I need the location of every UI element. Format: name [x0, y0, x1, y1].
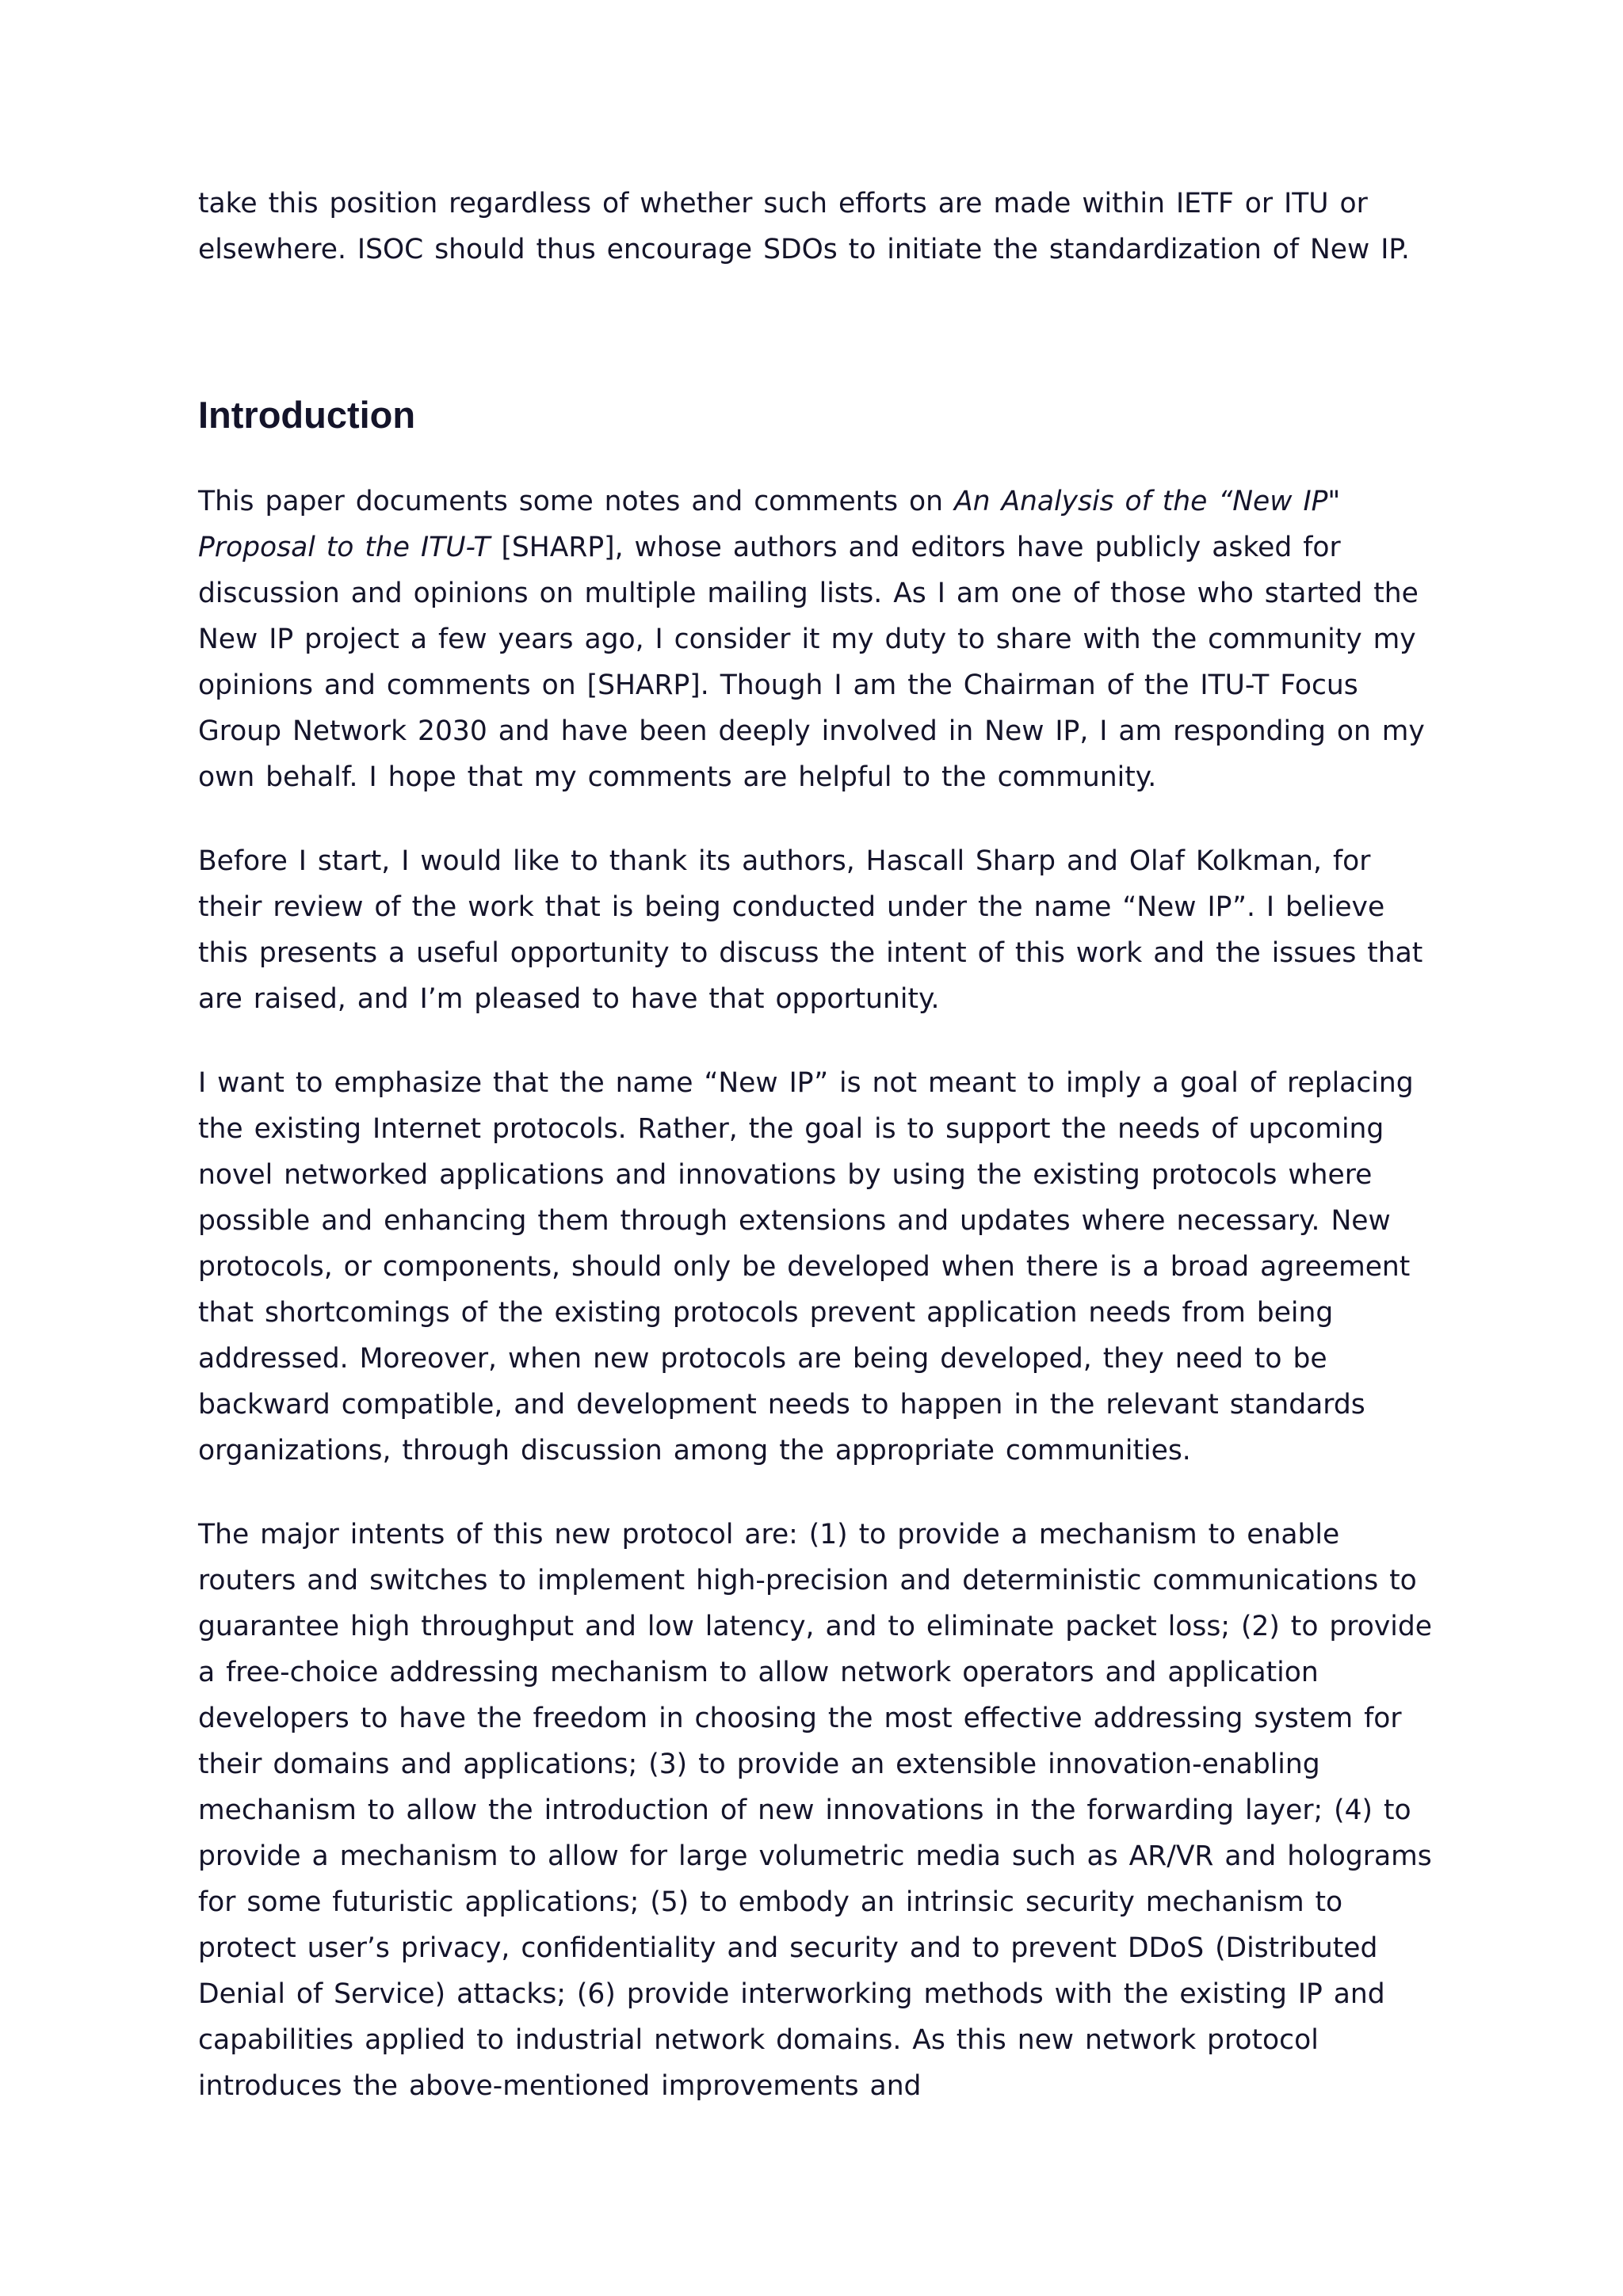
- paragraph-name-clarification: I want to emphasize that the name “New IP” is not meant to imply a goal of replacing the existing Internet protocols. Rather, the goal is to support the needs of upcoming novel networked applications and innovations by using the existing protocols where possible and enhancing them through extensions and updates where necessary. New protocols, or components, should only be developed when there is a broad agreement that shortcomings of the existing protocols prevent application needs from being addressed. Moreover, when new protocols are being developed, they need to be backward compatible, and development needs to happen in the relevant standards organizations, through discussion among the appropriate communities.: [198, 1067, 1414, 1466]
- spacer: [198, 439, 1434, 479]
- section-heading-introduction: Introduction: [198, 394, 416, 436]
- paragraph-acknowledgement: Before I start, I would like to thank its authors, Hascall Sharp and Olaf Kolkman, for their review of the work that is being conducted under the name “New IP”. I believe this presents a useful opportunity to discuss the intent of this work and the issues that are raised, and I’m pleased to have that opportunity.: [198, 845, 1423, 1015]
- lead-paragraph: take this position regardless of whether such efforts are made within IETF or ITU or elsewhere. ISOC should thus encourage SDOs to initiate the standardization of New IP.: [198, 188, 1410, 265]
- intro-text-before: This paper documents some notes and comments on: [198, 486, 955, 517]
- intro-paragraph: [198, 479, 1434, 800]
- spacer: [198, 1022, 1434, 1060]
- referenced-paper-title: An Analysis of the “New IP" Proposal to the ITU-T: [198, 486, 1341, 563]
- intro-text-after: [SHARP], whose authors and editors have publicly asked for discussion and opinions on multiple mailing lists. As I am one of those who started the New IP project a few years ago, I consider it my duty to share with the community my opinions and comments on [SHARP]. Though I am the Chairman of the ITU-T Focus Group Network 2030 and have been deeply involved in New IP, I am responding on my own behalf. I hope that my comments are helpful to the community.: [198, 532, 1425, 793]
- document-body: [198, 181, 1434, 2109]
- spacer: [198, 1474, 1434, 1512]
- spacer: [198, 800, 1434, 838]
- paragraph-major-intents: The major intents of this new protocol are: (1) to provide a mechanism to enable routers and switches to implement high-precision and deterministic communications to guarantee high throughput and low latency, and to eliminate packet loss; (2) to provide a free-choice addressing mechanism to allow network operators and application developers to have the freedom in choosing the most effective addressing system for their domains and applications; (3) to provide an extensible innovation-enabling mechanism to allow the introduction of new innovations in the forwarding layer; (4) to provide a mechanism to allow for large volumetric media such as AR/VR and holograms for some futuristic applications; (5) to embody an intrinsic security mechanism to protect user’s privacy, confidentiality and security and to prevent DDoS (Distributed Denial of Service) attacks; (6) provide interworking methods with the existing IP and capabilities applied to industrial network domains. As this new network protocol introduces the above-mentioned improvements and: [198, 1519, 1432, 2102]
- spacer: [198, 273, 1434, 391]
